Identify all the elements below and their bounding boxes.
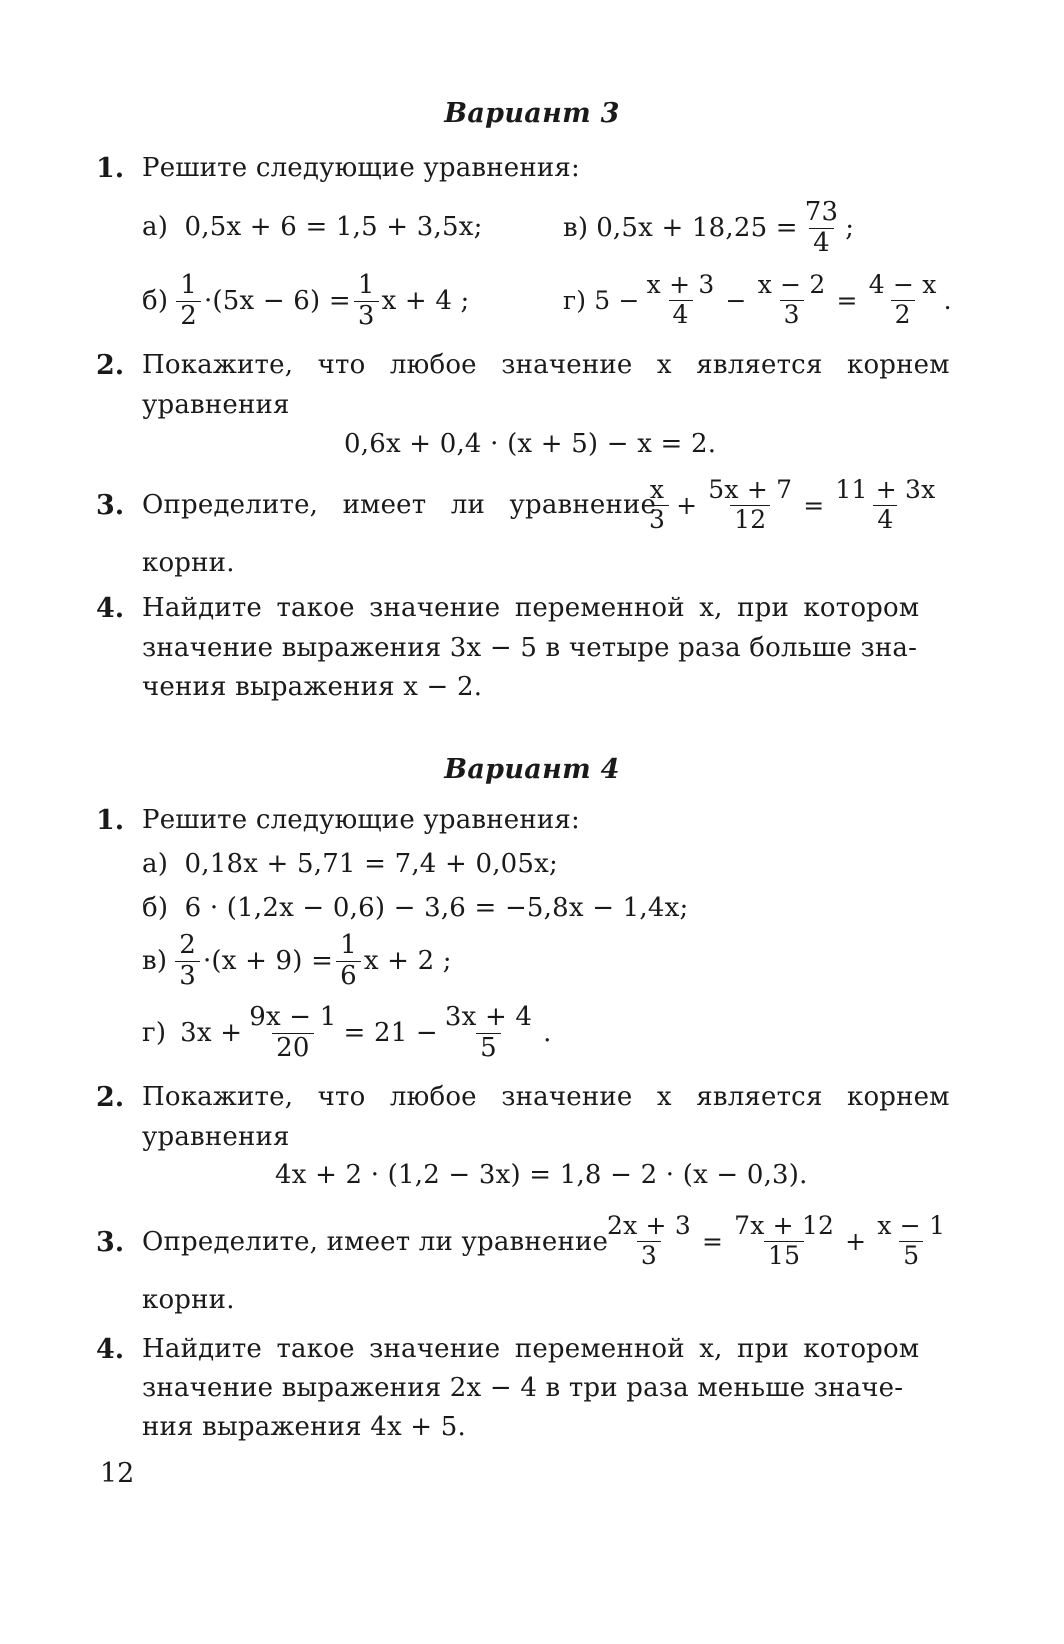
- v4-v-fraction-1: [175, 931, 200, 992]
- v4-v-label: в): [142, 946, 168, 977]
- v3-task1-v: [563, 198, 854, 259]
- v4-g-f1-num: 9x − 1: [249, 1002, 337, 1032]
- v3-g-label: г): [563, 285, 587, 315]
- v3-b-f2-den: 3: [354, 301, 379, 332]
- v3-t3-f3-den: 4: [873, 505, 897, 535]
- v3-g-fraction-3: [865, 271, 941, 330]
- v3-b-fraction-2: [354, 271, 379, 332]
- variant-3-title: Вариант 3: [444, 98, 620, 129]
- v3-g-f1-den: 4: [669, 300, 693, 330]
- v3-b-f1-den: 2: [176, 301, 201, 332]
- v3-v-denominator: 4: [809, 228, 834, 259]
- v3-task3-number: 3.: [96, 490, 125, 521]
- v4-task1-a: [142, 849, 558, 879]
- v3-g-f2-den: 3: [780, 300, 804, 330]
- v3-v-fraction: [801, 198, 842, 259]
- v4-v-fraction-2: [336, 931, 361, 992]
- v4-task4-line1: Найдите такое значение переменной x, при котором: [142, 1334, 920, 1364]
- v4-g-fraction-2: [441, 1003, 536, 1064]
- v3-task3-text: Определите, имеет ли уравнение: [142, 490, 657, 520]
- v4-t3-op2: +: [845, 1226, 867, 1256]
- v3-t3-op2: =: [803, 490, 825, 520]
- v4-task1-b: [142, 893, 688, 923]
- v4-task2-line2: уравнения: [142, 1122, 290, 1152]
- v3-g-f2-num: x − 2: [757, 270, 826, 299]
- v4-v-mid: ·(x + 9) =: [202, 946, 334, 977]
- v3-t3-op1: +: [676, 490, 698, 520]
- v4-task2-number: 2.: [96, 1082, 125, 1113]
- v3-t3-f1-den: 3: [645, 505, 669, 535]
- v4-task3-number: 3.: [96, 1227, 125, 1258]
- v3-t3-fraction-1: [645, 476, 669, 535]
- v3-b-fraction-1: [176, 271, 201, 332]
- v4-a-label: а): [142, 849, 169, 879]
- v4-g-f2-den: 5: [476, 1033, 501, 1064]
- v3-g-op2: =: [836, 285, 858, 315]
- v3-t3-fraction-2: [704, 476, 796, 535]
- v3-v-tail: ;: [845, 213, 855, 244]
- v4-t3-fraction-1: [603, 1212, 695, 1271]
- variant-4-title: Вариант 4: [444, 754, 620, 785]
- v4-task1-v: [142, 931, 452, 992]
- v4-g-mid: = 21 −: [343, 1018, 438, 1049]
- v4-task3-line2: корни.: [142, 1285, 235, 1315]
- v4-a-expr: 0,18x + 5,71 = 7,4 + 0,05x;: [184, 849, 558, 879]
- v4-task2-equation: 4x + 2 · (1,2 − 3x) = 1,8 − 2 · (x − 0,3).: [275, 1160, 808, 1190]
- v4-t3-f3-num: x − 1: [877, 1211, 946, 1240]
- v4-task1-number: 1.: [96, 805, 125, 836]
- v3-b-mid: ·(5x − 6) =: [203, 286, 351, 317]
- v4-task2-line1: Покажите, что любое значение x является корнем: [142, 1082, 950, 1112]
- page-number: 12: [100, 1458, 135, 1489]
- v3-t3-f2-num: 5x + 7: [708, 475, 793, 504]
- v4-v-f2-num: 1: [340, 930, 357, 960]
- v4-task1-text: Решите следующие уравнения:: [142, 805, 580, 835]
- v3-task4-line1: Найдите такое значение переменной x, при котором: [142, 593, 920, 623]
- v4-task4-line3: ния выражения 4x + 5.: [142, 1412, 466, 1442]
- v3-task1-b: [142, 271, 470, 332]
- v3-t3-f3-num: 11 + 3x: [835, 475, 936, 504]
- v3-g-tail: .: [943, 285, 952, 315]
- v4-t3-fraction-3: [873, 1212, 949, 1271]
- v4-t3-f2-den: 15: [764, 1241, 804, 1271]
- v4-v-f1-den: 3: [175, 961, 200, 992]
- v4-task3-text: Определите, имеет ли уравнение: [142, 1227, 609, 1257]
- v4-t3-f3-den: 5: [899, 1241, 923, 1271]
- v3-g-f1-num: x + 3: [646, 270, 715, 299]
- v4-t3-f1-num: 2x + 3: [607, 1211, 691, 1240]
- v3-task4-line3: чения выражения x − 2.: [142, 672, 483, 702]
- v3-v-numerator: 73: [804, 197, 839, 227]
- v3-g-f3-num: 4 − x: [868, 270, 937, 299]
- v4-t3-f2-num: 7x + 12: [734, 1211, 835, 1240]
- v4-task4-number: 4.: [96, 1334, 125, 1365]
- v3-t3-f1-num: x: [649, 475, 665, 504]
- v4-g-tail: .: [543, 1018, 552, 1049]
- v4-g-lead: 3x +: [180, 1018, 243, 1049]
- v4-task4-line2: значение выражения 2x − 4 в три раза меньше значе-: [142, 1373, 904, 1403]
- v3-task2-equation: 0,6x + 0,4 · (x + 5) − x = 2.: [344, 429, 717, 459]
- v3-g-op1: −: [725, 285, 747, 315]
- v4-b-expr: 6 · (1,2x − 0,6) − 3,6 = −5,8x − 1,4x;: [184, 893, 689, 923]
- v4-g-f1-den: 20: [272, 1033, 313, 1064]
- v4-v-tail: x + 2 ;: [363, 946, 452, 977]
- v3-g-fraction-1: [643, 271, 719, 330]
- v4-t3-fraction-2: [730, 1212, 838, 1271]
- v3-task2-number: 2.: [96, 350, 125, 381]
- v3-task3-equation: [642, 475, 942, 535]
- v3-task1-g: [563, 271, 952, 330]
- v3-b-label: б): [142, 286, 169, 317]
- v3-task2-line2: уравнения: [142, 390, 290, 420]
- v3-t3-f2-den: 12: [730, 505, 770, 535]
- v3-g-lead: 5 −: [594, 285, 640, 315]
- v4-t3-op1: =: [701, 1226, 724, 1256]
- v4-g-fraction-1: [245, 1003, 340, 1064]
- v3-task1-a: [142, 212, 483, 242]
- v3-v-label: в): [563, 213, 589, 244]
- v4-g-label: г): [142, 1018, 167, 1049]
- v4-b-label: б): [142, 893, 169, 923]
- v3-b-tail: x + 4 ;: [381, 286, 470, 317]
- v4-task1-g: [142, 1003, 552, 1064]
- v4-v-f2-den: 6: [336, 961, 361, 992]
- v3-b-f2-num: 1: [357, 270, 375, 300]
- v3-v-lhs: 0,5x + 18,25 =: [596, 213, 798, 244]
- v4-t3-f1-den: 3: [637, 1241, 661, 1271]
- v4-g-f2-num: 3x + 4: [444, 1002, 533, 1032]
- v3-b-f1-num: 1: [180, 270, 197, 300]
- v4-v-f1-num: 2: [179, 930, 196, 960]
- v3-task1-number: 1.: [96, 153, 125, 184]
- v3-a-label: а): [142, 212, 169, 242]
- v3-task2-line1: Покажите, что любое значение x является корнем: [142, 350, 950, 380]
- v3-task4-line2: значение выражения 3x − 5 в четыре раза больше зна-: [142, 633, 918, 663]
- v3-g-f3-den: 2: [891, 300, 915, 330]
- v3-g-fraction-2: [754, 271, 830, 330]
- v3-t3-fraction-3: [831, 476, 939, 535]
- v4-task3-equation: [600, 1211, 952, 1271]
- v3-task1-text: Решите следующие уравнения:: [142, 153, 580, 183]
- v3-task4-number: 4.: [96, 593, 125, 624]
- v3-a-expr: 0,5x + 6 = 1,5 + 3,5x;: [184, 212, 483, 242]
- v3-task3-line2: корни.: [142, 548, 235, 578]
